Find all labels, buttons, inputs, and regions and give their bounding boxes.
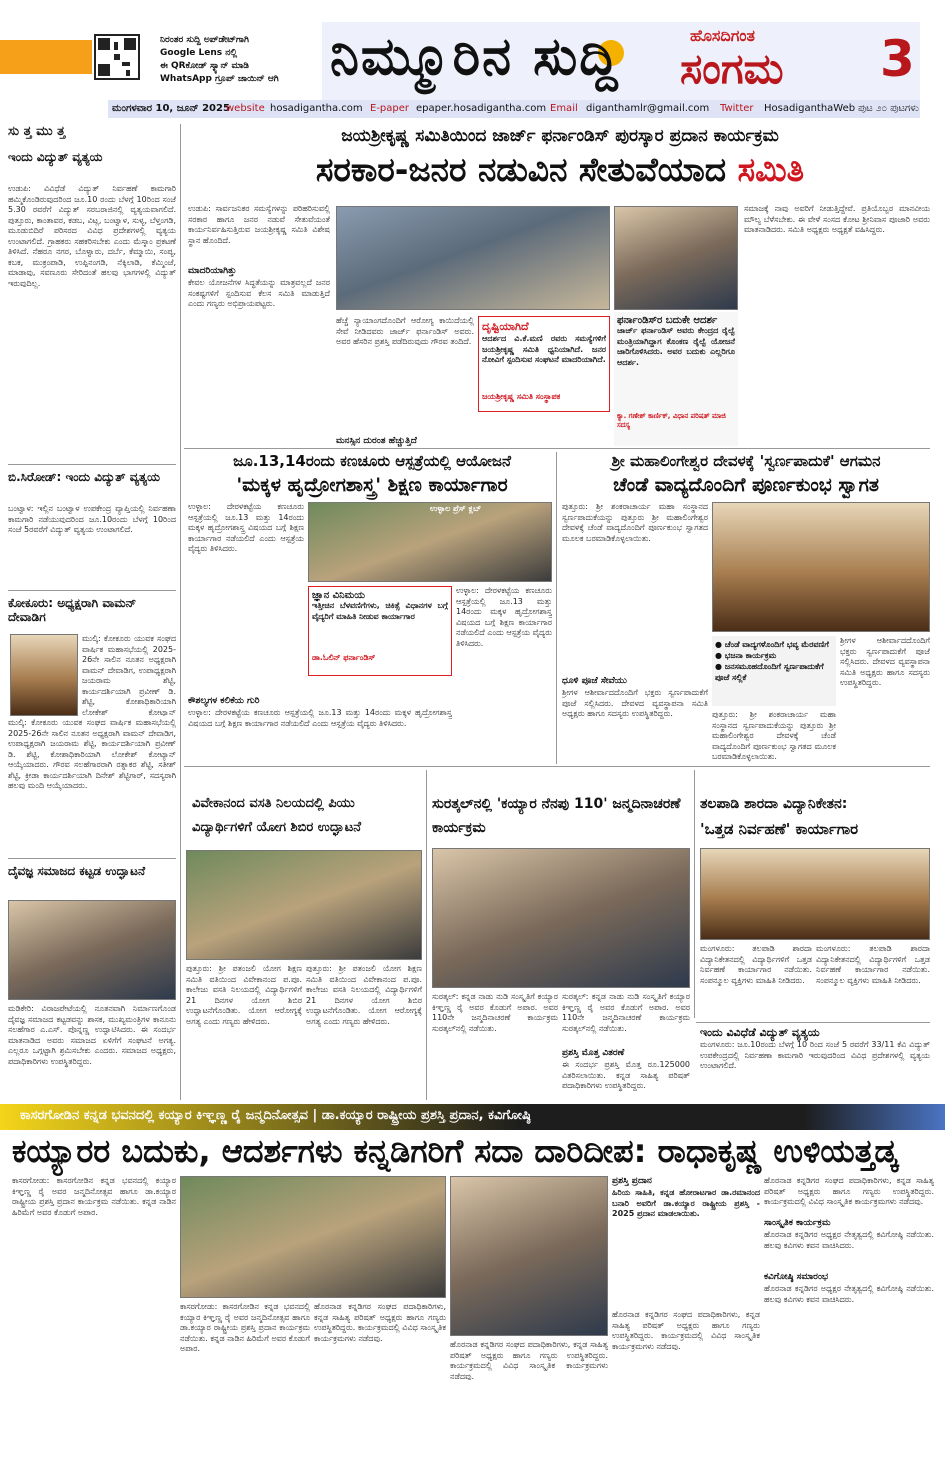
lead-kicker: ಜಯಶ್ರೀಕೃಷ್ಣ ಸಮಿತಿಯಿಂದ ಜಾರ್ಜ್ ಫರ್ನಾಂಡಿಸ್ ಪುರಸ್ಕಾರ ಪ್ರದಾನ ಕಾರ್ಯಕ್ರಮ [341,126,779,146]
article-subhead: ಪ್ರಶಸ್ತಿ ಮೊತ್ತ ವಿತರಣೆ [562,1048,625,1058]
temple-photo [712,502,930,632]
article-text: ಉಳ್ಳಾಲ: ದೇರಳಕಟ್ಟೆಯ ಕಣಚೂರು ಆಸ್ಪತ್ರೆಯಲ್ಲಿ ಜೂ.13 ಮತ್ತು 14ರಂದು ಮಕ್ಕಳ ಹೃದ್ರೋಗಶಾಸ್ತ್ರ ವಿಷಯದ ಬಗ್ಗೆ ಶಿಕ್ಷಣ ಕಾರ್ಯಾಗಾರ ನಡೆಯಲಿದೆ ಎಂದು ಆಸ್ಪತ್ರೆಯ ವೈದ್ಯರು ತಿಳಿಸಿದರು. [456,586,552,648]
info-bar [108,100,920,118]
sidebar-headline: ಕೋಕೂರು: ಅಧ್ಯಕ್ಷರಾಗಿ ವಾಮನ್ ದೇವಾಡಿಗ [8,596,137,624]
article-text: ಸಮಾಜಕ್ಕೆ ನಾವು ಅವರಿಗೆ ನೀಡುತ್ತಿದ್ದೇವೆ. ಪ್ರತಿಯೊಬ್ಬರ ಮಾನವೀಯ ಮೌಲ್ಯ ಬೆಳೆಸಬೇಕು. ಈ ವೇಳೆ ಸಂಸದ ಕೋಟ ಶ್ರೀನಿವಾಸ ಪೂಜಾರಿ ಅವರು ಮಾತನಾಡಿದರು. ಸಮಿತಿ ಅಧ್ಯಕ್ಷರು ಅಧ್ಯಕ್ಷತೆ ವಹಿಸಿದ್ದರು. [744,204,930,234]
email-label: Email [550,103,578,114]
highlights-box [712,636,836,706]
audience-photo [614,206,738,310]
info-box-author: ಕ್ಯಾ. ಗಣೇಶ್ ಕಾರ್ಣಿಕ್, ವಿಧಾನ ಪರಿಷತ್ ಮಾಜಿ ಸದಸ್ಯ [617,412,726,429]
page-number: 3 [880,30,915,88]
info-box-title: ಫರ್ನಾಂಡಿಸ್‌ರ ಬದುಕೇ ಆದರ್ಶ [617,315,718,326]
article-text: ಹೆಚ್ಚೆ ನ್ಯಾಯಾಂಗದೊಂದಿಗೆ ಆರೋಗ್ಯ ಕಾಯಿದೆಯಲ್ಲಿ ಸೇವೆ ನೀಡಿದವರು ಜಾರ್ಜ್ ಫರ್ನಾಂಡಿಸ್ ಅವರು. ಅವರ ಹೆಸರಿನ ಪ್ರಶಸ್ತಿ ಪಡೆದಿರುವುದು ಗೌರವ ತಂದಿದೆ. [336,316,474,346]
quote-text: ಇತ್ತೀಚಿನ ಬೆಳವಣಿಗೆಗಳು, ಚಿಕಿತ್ಸೆ ವಿಧಾನಗಳ ಬಗ್ಗೆ ವೈದ್ಯರಿಗೆ ಮಾಹಿತಿ ನೀಡುವ ಕಾರ್ಯಾಗಾರ [312,601,448,621]
article-subhead: ಸಾಂಸ್ಕೃತಿಕ ಕಾರ್ಯಕ್ರಮ [764,1218,831,1228]
bottom-banner-text: ಕಾಸರಗೋಡಿನ ಕನ್ನಡ ಭವನದಲ್ಲಿ ಕಯ್ಯಾರ ಕಿಞ್ಞಣ್ಣ ರೈ ಜನ್ಮದಿನೋತ್ಸವ | ಡಾ.ಕಯ್ಯಾರ ರಾಷ್ಟ್ರೀಯ ಪ್ರಶಸ್ತಿ ಪ್ರದಾನ, ಕವಿಗೋಷ್ಠಿ [20,1108,531,1123]
divider [184,766,930,767]
article-text: ಶ್ರೀಗಳ ಆಶೀರ್ವಾದದೊಂದಿಗೆ ಭಕ್ತರು ಸ್ವರ್ಣಪಾದುಕೆಗೆ ಪೂಜೆ ಸಲ್ಲಿಸಿದರು. ದೇವಳದ ವ್ಯವಸ್ಥಾಪನಾ ಸಮಿತಿ ಅಧ್ಯಕ್ಷರು ಹಾಗೂ ಸದಸ್ಯರು ಉಪಸ್ಥಿತರಿದ್ದರು. [840,636,930,687]
twitter-link[interactable]: HosadiganthaWeb [764,103,856,114]
website-label: website [226,103,265,114]
workshop-photo [700,848,930,940]
story-headline: ಸುರತ್ಕಲ್‌ನಲ್ಲಿ 'ಕಯ್ಯಾರ ನೆನಪು 110' ಜನ್ಮದಿನಾಚರಣೆ ಕಾರ್ಯಕ್ರಮ [432,796,681,836]
group-photo [432,848,690,988]
highlight-item: ● ಚೆಂಡೆ ವಾದ್ಯಗಳೊಂದಿಗೆ ಭವ್ಯ ಮೆರವಣಿಗೆ [715,640,829,649]
article-text: ಈ ಸಂದರ್ಭ ಪ್ರಶಸ್ತಿ ಮೊತ್ತ ರೂ.125000 ವಿತರಿಸಲಾಯಿತು. ಕನ್ನಡ ಸಾಹಿತ್ಯ ಪರಿಷತ್ ಪದಾಧಿಕಾರಿಗಳು ಉಪಸ್ಥಿತರಿದ್ದರು. [562,1060,690,1090]
article-text: ಪುತ್ತೂರು: ಶ್ರೀ ಪತಂಜಲಿ ಯೋಗ ಶಿಕ್ಷಣ ಸಮಿತಿ ವತಿಯಿಂದ ವಿವೇಕಾನಂದ ಪ.ಪೂ. ಕಾಲೇಜು ವಸತಿ ನಿಲಯದಲ್ಲಿ ವಿದ್ಯಾರ್ಥಿಗಳಿಗೆ 21 ದಿನಗಳ ಯೋಗ ಶಿಬಿರ ಉದ್ಘಾಟನೆಗೊಂಡಿತು. ಯೋಗ ಆರೋಗ್ಯಕ್ಕೆ ಅಗತ್ಯ ಎಂದು ಗಣ್ಯರು ಹೇಳಿದರು. [186,964,302,1026]
story-headline: ತಲಪಾಡಿ ಶಾರದಾ ವಿದ್ಯಾನಿಕೇತನ: [700,796,848,812]
qr-code-icon[interactable] [94,34,140,80]
article-text: ಕೇವಲ ಯೋಜನೆಗಳ ಸಿದ್ಧತೆಯನ್ನು ಮಾತ್ರವಲ್ಲದೆ ಜನರ ಸಂಕಷ್ಟಗಳಿಗೆ ಸ್ಪಂದಿಸುವ ಕೆಲಸ ಸಮಿತಿ ಮಾಡುತ್ತಿದೆ ಎಂದು ಗಣ್ಯರು ಅಭಿಪ್ರಾಯಪಟ್ಟರು. [188,278,330,308]
sidebar-text: ಉಡುಪಿ: ವಿವಿಧೆಡೆ ವಿದ್ಯುತ್ ನಿರ್ವಹಣೆ ಕಾಮಗಾರಿ ಹಮ್ಮಿಕೊಂಡಿರುವುದರಿಂದ ಜೂ.10 ರಂದು ಬೆಳಗ್ಗೆ 10ರಿಂದ ಸಂಜೆ 5.30 ರವರೆಗೆ ವಿದ್ಯುತ್ ಸರಬರಾಜಿನಲ್ಲಿ ವ್ಯತ್ಯಯವಾಗಲಿದೆ. ಪುತ್ತೂರು, ಕಾಂತಾವರ, ಕಡಬ, ವಿಟ್ಲ, ಬಂಟ್ವಾಳ, ಸುಳ್ಯ, ಬೆಳ್ತಂಗಡಿ, ಮೂಡುಬಿದಿರೆ ಪರಿಸರದ ವಿವಿಧ ಪ್ರದೇಶಗಳಲ್ಲಿ ವ್ಯತ್ಯಯ ಉಂಟಾಗಲಿದೆ. ಗ್ರಾಹಕರು ಸಹಕರಿಸಬೇಕು ಎಂದು ಮೆಸ್ಕಾಂ ಪ್ರಕಟಣೆ ತಿಳಿಸಿದೆ. ನೆಹರೂ ನಗರ, ಬೊಳ್ವಾರು, ದರ್ಬೆ, ಕೆಮ್ಮಾಯಿ, ಸಂಪ್ಯ, ಕಬಕ, ಮುಕ್ರಂಪಾಡಿ, ಉಪ್ಪಿನಂಗಡಿ, ನೆಕ್ಕಿಲಾಡಿ, ಕೆಮ್ಮಿಂಜೆ, ಮಾಡಾವು, ಸವಣೂರು ಸೇರಿದಂತೆ ಹಲವು ಭಾಗಗಳಲ್ಲಿ ವಿದ್ಯುತ್ ಇರುವುದಿಲ್ಲ. [8,184,176,288]
article-text: ಸುರತ್ಕಲ್: ಕನ್ನಡ ನಾಡು ನುಡಿ ಸಂಸ್ಕೃತಿಗೆ ಕಯ್ಯಾರ ಕಿಞ್ಞಣ್ಣ ರೈ ಅವರ ಕೊಡುಗೆ ಅಪಾರ. ಅವರ 110ನೇ ಜನ್ಮದಿನಾಚರಣೆ ಕಾರ್ಯಕ್ರಮ ಸುರತ್ಕಲ್‌ನಲ್ಲಿ ನಡೆಯಿತು. [562,992,690,1033]
article-subhead: ಕವಿಗೋಷ್ಠಿ ಸಮಾರಂಭ [764,1272,829,1282]
article-text: ಮಂಗಳೂರು: ತಲಪಾಡಿ ಶಾರದಾ ವಿದ್ಯಾನಿಕೇತನದಲ್ಲಿ ವಿದ್ಯಾರ್ಥಿಗಳಿಗೆ ಒತ್ತಡ ನಿರ್ವಹಣೆ ಕಾರ್ಯಾಗಾರ ನಡೆಯಿತು. ಸಂಪನ್ಮೂಲ ವ್ಯಕ್ತಿಗಳು ಮಾಹಿತಿ ನೀಡಿದರು. [816,944,930,985]
article-text: ಉಳ್ಳಾಲ: ದೇರಳಕಟ್ಟೆಯ ಕಣಚೂರು ಆಸ್ಪತ್ರೆಯಲ್ಲಿ ಜೂ.13 ಮತ್ತು 14ರಂದು ಮಕ್ಕಳ ಹೃದ್ರೋಗಶಾಸ್ತ್ರ ವಿಷಯದ ಬಗ್ಗೆ ಶಿಕ್ಷಣ ಕಾರ್ಯಾಗಾರ ನಡೆಯಲಿದೆ ಎಂದು ಆಸ್ಪತ್ರೆಯ ವೈದ್ಯರು ತಿಳಿಸಿದರು. [188,708,452,728]
quote-box [478,316,610,412]
lead-headline [190,150,930,190]
quote-text: ಆದರ್ಶದ ವಿ.ಕೆ.ಮಣಿ ರವರು ಸಮಸ್ಯೆಗಳಿಗೆ ಜಯಶ್ರೀಕೃಷ್ಣ ಸಮಿತಿ ಧ್ವನಿಯಾಗಿದೆ. ಜನರ ನೋವಿಗೆ ಸ್ಪಂದಿಸುವ ಸಂಘಟನೆ ಮಾದರಿಯಾಗಿದೆ. [482,334,606,364]
article-text: ಉಡುಪಿ: ಸಾರ್ವಜನಿಕರ ಸಮಸ್ಯೆಗಳನ್ನು ಪರಿಹರಿಸುವಲ್ಲಿ ಸರಕಾರ ಹಾಗೂ ಜನರ ನಡುವೆ ಸೇತುವೆಯಂತೆ ಕಾರ್ಯನಿರ್ವಹಿಸುತ್ತಿರುವ ಜಯಶ್ರೀಕೃಷ್ಣ ಸಮಿತಿ ವಿಶೇಷ ಸ್ಥಾನ ಹೊಂದಿದೆ. [188,204,330,245]
lead-headline-text: ಸರಕಾರ-ಜನರ ನಡುವಿನ ಸೇತುವೆಯಾದ [315,150,727,189]
article-text: ಪುತ್ತೂರು: ಶ್ರೀ ಶಂಕರಾಚಾರ್ಯ ಮಹಾ ಸಂಸ್ಥಾನದ ಸ್ವರ್ಣಪಾದುಕೆಯನ್ನು ಪುತ್ತೂರು ಶ್ರೀ ಮಹಾಲಿಂಗೇಶ್ವರ ದೇವಳಕ್ಕೆ ಚೆಂಡೆ ವಾದ್ಯದೊಂದಿಗೆ ಪೂರ್ಣಕುಂಭ ಸ್ವಾಗತದ ಮೂಲಕ ಬರಮಾಡಿಕೊಳ್ಳಲಾಯಿತು. [562,502,708,543]
divider [696,1022,930,1023]
award-photo [180,1176,446,1298]
story-headline: 'ಒತ್ತಡ ನಿರ್ವಹಣೆ' ಕಾರ್ಯಾಗಾರ [700,820,859,838]
article-text: ಪುತ್ತೂರು: ಶ್ರೀ ಪತಂಜಲಿ ಯೋಗ ಶಿಕ್ಷಣ ಸಮಿತಿ ವತಿಯಿಂದ ವಿವೇಕಾನಂದ ಪ.ಪೂ. ಕಾಲೇಜು ವಸತಿ ನಿಲಯದಲ್ಲಿ ವಿದ್ಯಾರ್ಥಿಗಳಿಗೆ 21 ದಿನಗಳ ಯೋಗ ಶಿಬಿರ ಉದ್ಘಾಟನೆಗೊಂಡಿತು. ಯೋಗ ಆರೋಗ್ಯಕ್ಕೆ ಅಗತ್ಯ ಎಂದು ಗಣ್ಯರು ಹೇಳಿದರು. [306,964,422,1026]
article-subhead: ಕೌಶಲ್ಯಗಳ ಕಲಿಕೆಯ ಗುರಿ [188,696,260,706]
sidebar-logo: ಸು ತ್ತ ಮು ತ್ತ [8,124,66,139]
quote-author: ಜಯಶ್ರೀಕೃಷ್ಣ ಸಮಿತಿ ಸಂಸ್ಥಾಪಕ [482,392,561,401]
article-subhead: ಮನಸ್ಸಿನ ದುರಂತ ಹೆಚ್ಚುತ್ತಿದೆ [336,436,417,446]
website-link[interactable]: hosadigantha.com [270,103,363,114]
article-text: ಪುತ್ತೂರು: ಶ್ರೀ ಶಂಕರಾಚಾರ್ಯ ಮಹಾ ಸಂಸ್ಥಾನದ ಸ್ವರ್ಣಪಾದುಕೆಯನ್ನು ಪುತ್ತೂರು ಶ್ರೀ ಮಹಾಲಿಂಗೇಶ್ವರ ದೇವಳಕ್ಕೆ ಚೆಂಡೆ ವಾದ್ಯದೊಂದಿಗೆ ಪೂರ್ಣಕುಂಭ ಸ್ವಾಗತದ ಮೂಲಕ ಬರಮಾಡಿಕೊಳ್ಳಲಾಯಿತು. [712,710,836,761]
article-text: ಹಿರಿಯ ಸಾಹಿತಿ, ಕನ್ನಡ ಹೋರಾಟಗಾರ ಡಾ.ರಮಾನಂದ ಬನಾರಿ ಅವರಿಗೆ ಡಾ.ಕಯ್ಯಾರ ರಾಷ್ಟ್ರೀಯ ಪ್ರಶಸ್ತಿ - 2025 ಪ್ರದಾನ ಮಾಡಲಾಯಿತು. [612,1188,760,1218]
article-text: ಸುರತ್ಕಲ್: ಕನ್ನಡ ನಾಡು ನುಡಿ ಸಂಸ್ಕೃತಿಗೆ ಕಯ್ಯಾರ ಕಿಞ್ಞಣ್ಣ ರೈ ಅವರ ಕೊಡುಗೆ ಅಪಾರ. ಅವರ 110ನೇ ಜನ್ಮದಿನಾಚರಣೆ ಕಾರ್ಯಕ್ರಮ ಸುರತ್ಕಲ್‌ನಲ್ಲಿ ನಡೆಯಿತು. [432,992,558,1033]
article-text: ಹೊರನಾಡ ಕನ್ನಡಿಗರ ಅಧ್ಯಕ್ಷರ ನೇತೃತ್ವದಲ್ಲಿ ಕವಿಗೋಷ್ಠಿ ನಡೆಯಿತು. ಹಲವು ಕವಿಗಳು ಕವನ ವಾಚಿಸಿದರು. [764,1230,934,1250]
article-text: ಕಾಸರಗೋಡು: ಕಾಸರಗೋಡಿನ ಕನ್ನಡ ಭವನದಲ್ಲಿ ಕಯ್ಯಾರ ಕಿಞ್ಞಣ್ಣ ರೈ ಅವರ ಜನ್ಮದಿನೋತ್ಸವ ಹಾಗೂ ಡಾ.ಕಯ್ಯಾರ ರಾಷ್ಟ್ರೀಯ ಪ್ರಶಸ್ತಿ ಪ್ರದಾನ ಕಾರ್ಯಕ್ರಮ ನಡೆಯಿತು. ಕನ್ನಡ ನಾಡಿನ ಹಿರಿಮೆಗೆ ಅವರ ಕೊಡುಗೆ ಅಪಾರ. [180,1302,310,1353]
article-subhead: ಪ್ರಶಸ್ತಿ ಪ್ರದಾನ [612,1176,652,1186]
article-text: ಹೊರನಾಡ ಕನ್ನಡಿಗರ ಸಂಘದ ಪದಾಧಿಕಾರಿಗಳು, ಕನ್ನಡ ಸಾಹಿತ್ಯ ಪರಿಷತ್ ಅಧ್ಯಕ್ಷರು ಹಾಗೂ ಗಣ್ಯರು ಉಪಸ್ಥಿತರಿದ್ದರು. ಕಾರ್ಯಕ್ರಮದಲ್ಲಿ ವಿವಿಧ ಸಾಂಸ್ಕೃತಿಕ ಕಾರ್ಯಕ್ರಮಗಳು ನಡೆದವು. [314,1302,446,1343]
sidebar-text: ಮುಲ್ಕಿ: ಕೋಕೂರು ಯುವಕ ಸಂಘದ ವಾರ್ಷಿಕ ಮಹಾಸಭೆಯಲ್ಲಿ 2025-26ನೇ ಸಾಲಿನ ನೂತನ ಅಧ್ಯಕ್ಷರಾಗಿ ವಾಮನ್ ದೇವಾಡಿಗ, ಉಪಾಧ್ಯಕ್ಷರಾಗಿ ಜಯರಾಮ ಶೆಟ್ಟಿ, ಕಾರ್ಯದರ್ಶಿಯಾಗಿ ಪ್ರವೀಣ್ ಡಿ. ಶೆಟ್ಟಿ, ಕೋಶಾಧಿಕಾರಿಯಾಗಿ ಲೋಕೇಶ್ ಕೋಟ್ಯಾನ್ [82,634,176,716]
story-headline: 'ಮಕ್ಕಳ ಹೃದ್ರೋಗಶಾಸ್ತ್ರ' ಶಿಕ್ಷಣ ಕಾರ್ಯಾಗಾರ [236,474,508,496]
sidebar-text-continued: ಮುಲ್ಕಿ: ಕೋಕೂರು ಯುವಕ ಸಂಘದ ವಾರ್ಷಿಕ ಮಹಾಸಭೆಯಲ್ಲಿ 2025-26ನೇ ಸಾಲಿನ ನೂತನ ಅಧ್ಯಕ್ಷರಾಗಿ ವಾಮನ್ ದೇವಾಡಿಗ, ಉಪಾಧ್ಯಕ್ಷರಾಗಿ ಜಯರಾಮ ಶೆಟ್ಟಿ, ಕಾರ್ಯದರ್ಶಿಯಾಗಿ ಪ್ರವೀಣ್ ಡಿ. ಶೆಟ್ಟಿ, ಕೋಶಾಧಿಕಾರಿಯಾಗಿ ಲೋಕೇಶ್ ಕೋಟ್ಯಾನ್ ಆಯ್ಕೆಯಾದರು. ಗೌರವ ಸಲಹೆಗಾರರಾಗಿ ರತ್ನಾಕರ ಶೆಟ್ಟಿ, ಸತೀಶ್ ಶೆಟ್ಟಿ, ಕ್ರೀಡಾ ಕಾರ್ಯದರ್ಶಿಯಾಗಿ ದಿನೇಶ್ ಶೆಟ್ಟಿಗಾರ್, ಸದಸ್ಯರಾಗಿ ಹಲವು ಮಂದಿ ಆಯ್ಕೆಯಾದರು. [8,718,176,790]
photo-caption: ಉಳ್ಳಾಲ ಪ್ರೆಸ್ ಕ್ಲಬ್ [430,504,482,513]
page-title: ನಿಮ್ಮೂರಿನ ಸುದ್ದಿ [330,26,620,87]
info-box-text: ಜಾರ್ಜ್ ಫರ್ನಾಂಡಿಸ್ ಅವರು ಕೇಂದ್ರದ ರೈಲ್ವೆ ಮಂತ್ರಿಯಾಗಿದ್ದಾಗ ಕೊಂಕಣ ರೈಲ್ವೆ ಯೋಜನೆ ಜಾರಿಗೊಳಿಸಿದರು. ಅವರ ಬದುಕು ಎಲ್ಲರಿಗೂ ಆದರ್ಶ. [617,326,735,367]
article-subhead: ಮಾದರಿಯಾಗಿತ್ತು [188,266,237,276]
quote-author: ಡಾ.ಓಲಿನ್ ಫರ್ನಾಂಡಿಸ್ [312,653,376,662]
qr-line: WhatsApp ಗ್ರೂಪ್ ಜಾಯಿನ್ ಆಗಿ [160,74,279,84]
quote-title: ಜ್ಞಾನ ವಿನಿಮಯ [312,590,365,601]
qr-line: Google Lens ನಲ್ಲಿ [160,48,238,58]
sidebar-text: ಬಂಟ್ವಾಳ: ಇಲ್ಲಿನ ಬಂಟ್ವಾಳ ಉಪಕೇಂದ್ರ ವ್ಯಾಪ್ತಿಯಲ್ಲಿ ನಿರ್ವಹಣಾ ಕಾಮಗಾರಿ ನಡೆಯುವುದರಿಂದ ಜೂ.10ರಂದು ಬೆಳಗ್ಗೆ 10ರಿಂದ ಸಂಜೆ 5ರವರೆಗೆ ವಿದ್ಯುತ್ ವ್ಯತ್ಯಯ ಉಂಟಾಗಲಿದೆ. [8,504,176,534]
divider [8,858,176,859]
press-meet-photo [308,502,552,582]
article-text: ಹೊರನಾಡ ಕನ್ನಡಿಗರ ಸಂಘದ ಪದಾಧಿಕಾರಿಗಳು, ಕನ್ನಡ ಸಾಹಿತ್ಯ ಪರಿಷತ್ ಅಧ್ಯಕ್ಷರು ಹಾಗೂ ಗಣ್ಯರು ಉಪಸ್ಥಿತರಿದ್ದರು. ಕಾರ್ಯಕ್ರಮದಲ್ಲಿ ವಿವಿಧ ಸಾಂಸ್ಕೃತಿಕ ಕಾರ್ಯಕ್ರಮಗಳು ನಡೆದವು. [450,1340,608,1381]
article-text: ಶ್ರೀಗಳ ಆಶೀರ್ವಾದದೊಂದಿಗೆ ಭಕ್ತರು ಸ್ವರ್ಣಪಾದುಕೆಗೆ ಪೂಜೆ ಸಲ್ಲಿಸಿದರು. ದೇವಳದ ವ್ಯವಸ್ಥಾಪನಾ ಸಮಿತಿ ಅಧ್ಯಕ್ಷರು ಹಾಗೂ ಸದಸ್ಯರು ಉಪಸ್ಥಿತರಿದ್ದರು. [562,688,708,718]
quote-title: ದೃಷ್ಟಿಯಾಗಿದೆ [482,320,529,333]
sidebar-headline: ಬಿ.ಸಿರೋಡ್: ಇಂದು ವಿದ್ಯುತ್ ವ್ಯತ್ಯಯ [8,470,160,484]
section-name: ಸಂಗಮ [680,44,784,93]
issue-date: ಮಂಗಳವಾರ 10, ಜೂನ್ 2025 [112,103,230,114]
qr-instructions [160,34,320,86]
article-text: ಕಾಸರಗೋಡು: ಕಾಸರಗೋಡಿನ ಕನ್ನಡ ಭವನದಲ್ಲಿ ಕಯ್ಯಾರ ಕಿಞ್ಞಣ್ಣ ರೈ ಅವರ ಜನ್ಮದಿನೋತ್ಸವ ಹಾಗೂ ಡಾ.ಕಯ್ಯಾರ ರಾಷ್ಟ್ರೀಯ ಪ್ರಶಸ್ತಿ ಪ್ರದಾನ ಕಾರ್ಯಕ್ರಮ ನಡೆಯಿತು. ಕನ್ನಡ ನಾಡಿನ ಹಿರಿಮೆಗೆ ಅವರ ಕೊಡುಗೆ ಅಪಾರ. [12,1176,176,1217]
epaper-label: E-paper [370,103,410,114]
event-photo [336,206,610,310]
qr-line: ಈ QRಕೋಡ್‌ ಸ್ಕ್ಯಾನ್ ಮಾಡಿ [160,61,249,71]
story-headline: ಇಂದು ವಿವಿಧೆಡೆ ವಿದ್ಯುತ್ ವ್ಯತ್ಯಯ [700,1026,820,1039]
story-headline: ಚೆಂಡೆ ವಾದ್ಯದೊಂದಿಗೆ ಪೂರ್ಣಕುಂಭ ಸ್ವಾಗತ [613,474,879,496]
column-divider [556,452,557,764]
column-divider [694,770,695,1018]
bottom-headline: ಕಯ್ಯಾರರ ಬದುಕು, ಆದರ್ಶಗಳು ಕನ್ನಡಿಗರಿಗೆ ಸದಾ ದಾರಿದೀಪ: ರಾಧಾಕೃಷ್ಣ ಉಳಿಯತ್ತಡ್ಕ [12,1132,898,1170]
lead-headline-highlight: ಸಮಿತಿ [737,150,805,189]
quote-box [308,586,452,676]
epaper-link[interactable]: epaper.hosadigantha.com [416,103,547,114]
divider [8,464,176,465]
column-divider [426,770,427,1100]
divider [8,590,176,591]
sidebar-headline: ದೈವಜ್ಞ ಸಮಾಜದ ಕಟ್ಟಡ ಉದ್ಘಾಟನೆ [8,864,146,878]
story-kicker: ಶ್ರೀ ಮಹಾಲಿಂಗೇಶ್ವರ ದೇವಳಕ್ಕೆ 'ಸ್ವರ್ಣಪಾದುಕೆ' ಆಗಮನ [611,452,881,470]
info-box [614,312,738,446]
person-photo [10,634,78,716]
column-divider [180,124,181,1100]
highlight-item: ● ಭಜನಾ ಕಾರ್ಯಕ್ರಮ [715,651,777,660]
article-text: ಹೊರನಾಡ ಕನ್ನಡಿಗರ ಸಂಘದ ಪದಾಧಿಕಾರಿಗಳು, ಕನ್ನಡ ಸಾಹಿತ್ಯ ಪರಿಷತ್ ಅಧ್ಯಕ್ಷರು ಹಾಗೂ ಗಣ್ಯರು ಉಪಸ್ಥಿತರಿದ್ದರು. ಕಾರ್ಯಕ್ರಮದಲ್ಲಿ ವಿವಿಧ ಸಾಂಸ್ಕೃತಿಕ ಕಾರ್ಯಕ್ರಮಗಳು ನಡೆದವು. [612,1310,760,1351]
divider [184,448,930,449]
story-headline: ವಿವೇಕಾನಂದ ವಸತಿ ನಿಲಯದಲ್ಲಿ ಪಿಯು ವಿದ್ಯಾರ್ಥಿಗಳಿಗೆ ಯೋಗ ಶಿಬಿರ ಉದ್ಘಾಟನೆ [192,796,361,835]
award-photo-2 [450,1176,608,1336]
article-subhead: ಧೂಳಿ ಪೂಜೆ ಸೇವೆಯು [562,676,627,686]
sidebar-headline: ಇಂದು ವಿದ್ಯುತ್ ವ್ಯತ್ಯಯ [8,150,103,164]
brand-name: ಹೊಸದಿಗಂತ [690,26,755,45]
masthead-accent-bar [0,40,92,74]
email-link[interactable]: diganthamlr@gmail.com [586,103,710,114]
article-text: ಹೊರನಾಡ ಕನ್ನಡಿಗರ ಸಂಘದ ಪದಾಧಿಕಾರಿಗಳು, ಕನ್ನಡ ಸಾಹಿತ್ಯ ಪರಿಷತ್ ಅಧ್ಯಕ್ಷರು ಹಾಗೂ ಗಣ್ಯರು ಉಪಸ್ಥಿತರಿದ್ದರು. ಕಾರ್ಯಕ್ರಮದಲ್ಲಿ ವಿವಿಧ ಸಾಂಸ್ಕೃತಿಕ ಕಾರ್ಯಕ್ರಮಗಳು ನಡೆದವು. [764,1176,934,1206]
article-text: ಮಂಗಳೂರು: ತಲಪಾಡಿ ಶಾರದಾ ವಿದ್ಯಾನಿಕೇತನದಲ್ಲಿ ವಿದ್ಯಾರ್ಥಿಗಳಿಗೆ ಒತ್ತಡ ನಿರ್ವಹಣೆ ಕಾರ್ಯಾಗಾರ ನಡೆಯಿತು. ಸಂಪನ್ಮೂಲ ವ್ಯಕ್ತಿಗಳು ಮಾಹಿತಿ ನೀಡಿದರು. [700,944,812,985]
yoga-camp-photo [186,850,422,960]
twitter-label: Twitter [720,103,754,114]
article-text: ಉಳ್ಳಾಲ: ದೇರಳಕಟ್ಟೆಯ ಕಣಚೂರು ಆಸ್ಪತ್ರೆಯಲ್ಲಿ ಜೂ.13 ಮತ್ತು 14ರಂದು ಮಕ್ಕಳ ಹೃದ್ರೋಗಶಾಸ್ತ್ರ ವಿಷಯದ ಬಗ್ಗೆ ಶಿಕ್ಷಣ ಕಾರ್ಯಾಗಾರ ನಡೆಯಲಿದೆ ಎಂದು ಆಸ್ಪತ್ರೆಯ ವೈದ್ಯರು ತಿಳಿಸಿದರು. [188,502,304,553]
qr-line: ನಿರಂತರ ಸುದ್ದಿ ಅಪ್‌ಡೇಟ್‌ಗಾಗಿ [160,35,249,45]
article-text: ಹೊರನಾಡ ಕನ್ನಡಿಗರ ಅಧ್ಯಕ್ಷರ ನೇತೃತ್ವದಲ್ಲಿ ಕವಿಗೋಷ್ಠಿ ನಡೆಯಿತು. ಹಲವು ಕವಿಗಳು ಕವನ ವಾಚಿಸಿದರು. [764,1284,934,1304]
sidebar-text: ಮಡಿಕೇರಿ: ವಿರಾಜಪೇಟೆಯಲ್ಲಿ ನೂತನವಾಗಿ ನಿರ್ಮಾಣಗೊಂಡ ದೈವಜ್ಞ ಸಮಾಜದ ಕಟ್ಟಡವನ್ನು ಶಾಸಕ, ಮುಖ್ಯಮಂತ್ರಿಗಳ ಕಾನೂನು ಸಲಹೆಗಾರ ಎ.ಎಸ್. ಪೊನ್ನಣ್ಣ ಉದ್ಘಾಟಿಸಿದರು. ಈ ಸಂದರ್ಭ ಮಾತನಾಡಿದ ಅವರು ಸಮಾಜದ ಏಳಿಗೆಗೆ ಸಂಘಟನೆ ಅಗತ್ಯ. ಎಲ್ಲರೂ ಒಗ್ಗಟ್ಟಾಗಿ ಶ್ರಮಿಸಬೇಕು ಎಂದರು. ಸಮಾಜದ ಅಧ್ಯಕ್ಷರು, ಪದಾಧಿಕಾರಿಗಳು ಉಪಸ್ಥಿತರಿದ್ದರು. [8,1004,176,1066]
inauguration-photo [8,900,176,1000]
highlight-item: ● ಜನಸಮೂಹದೊಂದಿಗೆ ಸ್ವರ್ಣಪಾದುಕೆಗೆ ಪೂಜೆ ಸಲ್ಲಿಕೆ [715,662,824,682]
page-count: ಪುಟ ೨೦ ಪುಟಗಳು [858,103,919,114]
article-text: ಮಂಗಳೂರು: ಜೂ.10ರಂದು ಬೆಳಗ್ಗೆ 10 ರಿಂದ ಸಂಜೆ 5 ರವರೆಗೆ 33/11 ಕೆವಿ ವಿದ್ಯುತ್ ಉಪಕೇಂದ್ರದಲ್ಲಿ ನಿರ್ವಹಣಾ ಕಾಮಗಾರಿ ಇರುವುದರಿಂದ ವಿವಿಧ ಪ್ರದೇಶಗಳಲ್ಲಿ ವ್ಯತ್ಯಯ ಉಂಟಾಗಲಿದೆ. [700,1040,930,1070]
story-kicker: ಜೂ.13,14ರಂದು ಕಣಚೂರು ಆಸ್ಪತ್ರೆಯಲ್ಲಿ ಆಯೋಜನೆ [233,452,511,470]
